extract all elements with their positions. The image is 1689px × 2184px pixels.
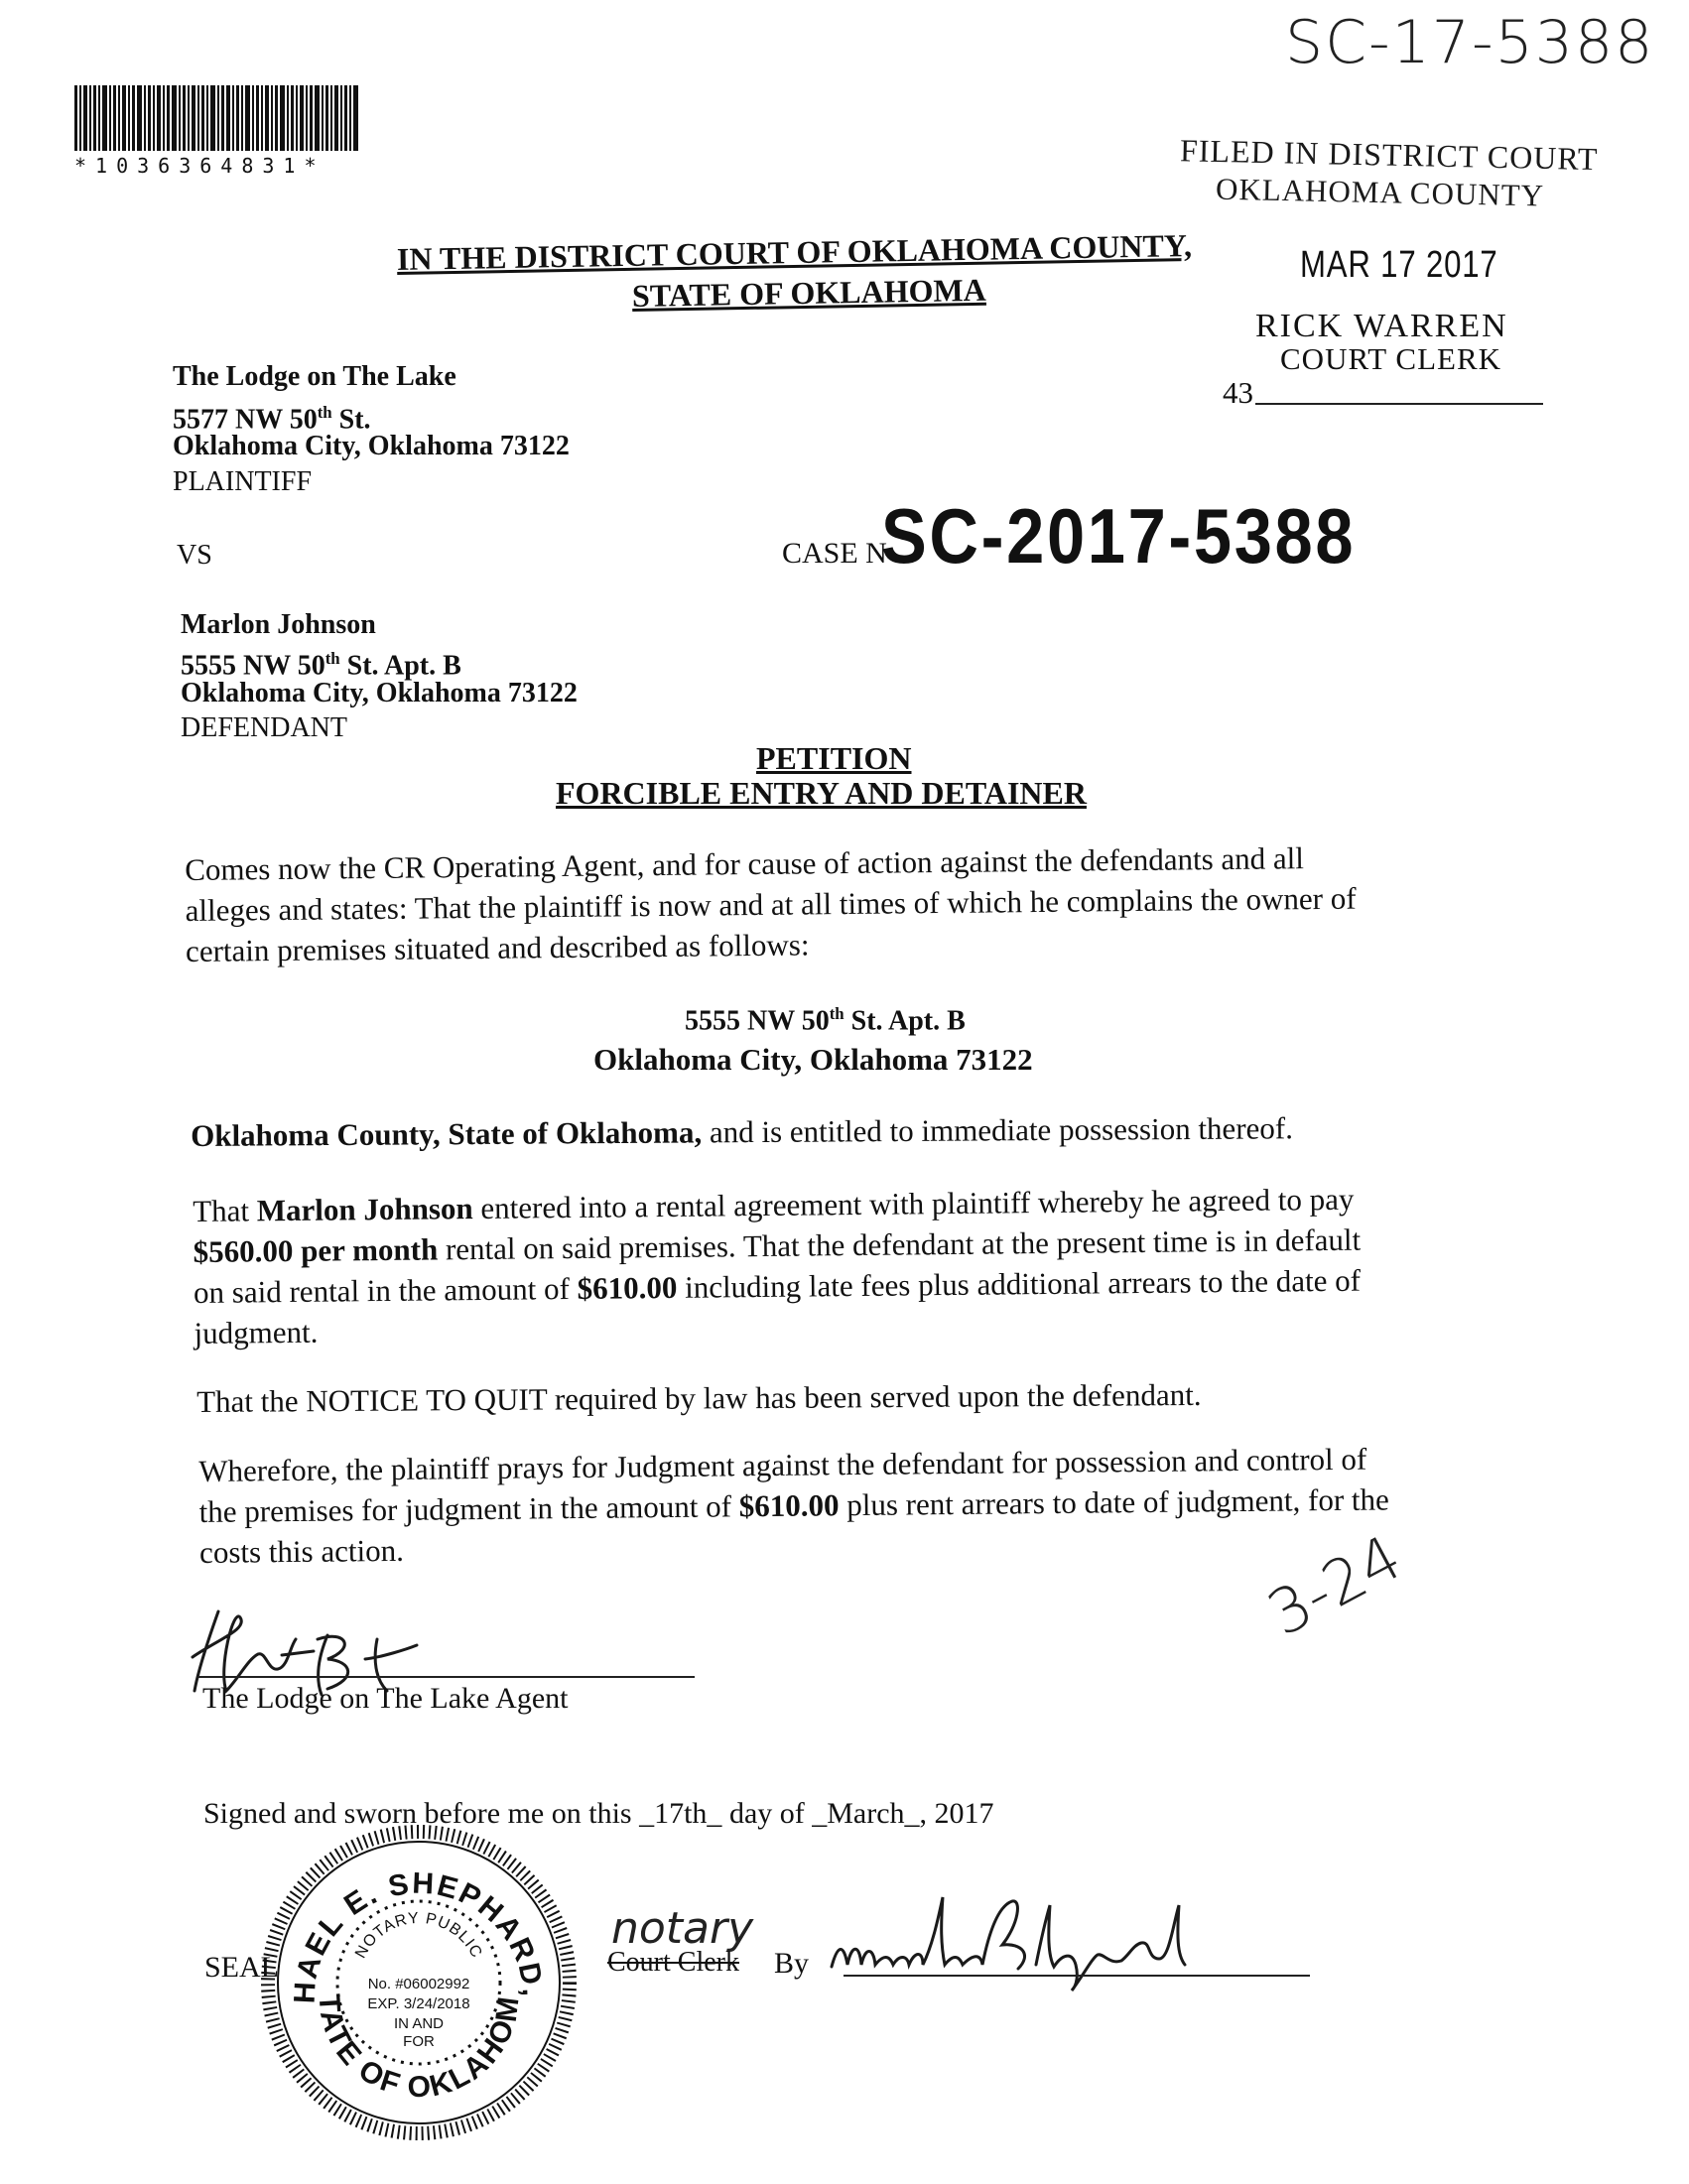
- court-heading-line2: STATE OF OKLAHOMA: [631, 271, 987, 314]
- defendant-city: Oklahoma City, Oklahoma 73122: [181, 678, 578, 708]
- svg-text:NOTARY PUBLIC: NOTARY PUBLIC: [352, 1909, 485, 1962]
- filed-stamp-line2: OKLAHOMA COUNTY: [1215, 171, 1545, 213]
- filed-number: [1223, 375, 1543, 411]
- court-clerk-struck: Court Clerk: [607, 1947, 739, 1978]
- notary-signature: [824, 1885, 1240, 1999]
- notary-signature-scrawl: [824, 1885, 1240, 1994]
- sworn-day: _17th_: [639, 1797, 722, 1830]
- petition-title: PETITION: [756, 740, 912, 776]
- sworn-statement: Signed and sworn before me on this _17th_ day of _March_, 2017: [203, 1797, 994, 1830]
- premises-city: Oklahoma City, Oklahoma 73122: [593, 1042, 1033, 1077]
- by-label: By: [774, 1947, 810, 1980]
- notary-seal: [260, 1824, 578, 2146]
- sworn-month: _March_: [812, 1797, 920, 1830]
- paragraph-1: Comes now the CR Operating Agent, and for cause of action against the defendants and all alleges and states: That the plaintiff is now and at all times of which he complains the owner of certain premises situated and described as follows:: [185, 840, 1357, 968]
- filed-stamp: [1156, 132, 1632, 213]
- filed-stamp-line1: FILED IN DISTRICT COURT: [1179, 132, 1599, 178]
- signature-line: [198, 1676, 695, 1678]
- barcode-number: *1036364831*: [74, 154, 325, 178]
- defendant-name: Marlon Johnson: [181, 609, 376, 640]
- plaintiff-name: The Lodge on The Lake: [173, 361, 456, 392]
- svg-text:MICHAEL E. SHEPHARD, SR.: HAEL E. SHEPHARD,: [288, 1866, 550, 2004]
- petition-subtitle: FORCIBLE ENTRY AND DETAINER: [556, 775, 1087, 811]
- notary-seal-graphic: [260, 1824, 578, 2141]
- plaintiff-city: Oklahoma City, Oklahoma 73122: [173, 431, 570, 461]
- handwritten-date: 3-24: [1255, 1520, 1414, 1650]
- seal-label: SEAL: [204, 1951, 279, 1984]
- paragraph-5: Wherefore, the plaintiff prays for Judgment against the defendant for possession and control of the premises for judgment in the amount of $610.00 plus rent arrears to date of judgment, for the costs this action.: [198, 1441, 1389, 1570]
- paragraph-3: That Marlon Johnson entered into a rental agreement with plaintiff whereby he agreed to pay $560.00 per month rental on said premises. That the defendant at the present time is in default on said rental in the amount of $610.00 including late fees plus additional arrears to the date of judgment.: [193, 1181, 1362, 1350]
- defendant-street: 5555 NW 50th St. Apt. B: [181, 649, 461, 682]
- svg-text:STATE OF OKLAHOMA: TATE OF OKLAHOM: [312, 1992, 526, 2105]
- barcode: [74, 85, 362, 178]
- defendant-role: DEFENDANT: [181, 712, 347, 743]
- filed-number-value: 43: [1223, 375, 1253, 410]
- paragraph-2: Oklahoma County, State of Oklahoma, and is entitled to immediate possession thereof.: [191, 1110, 1294, 1153]
- plaintiff-role: PLAINTIFF: [173, 466, 313, 497]
- handwritten-case-number: SC-17-5388: [1285, 8, 1655, 77]
- filed-number-line: [1255, 403, 1543, 405]
- signature-label: The Lodge on The Lake Agent: [202, 1682, 569, 1715]
- svg-text:No. #06002992: No. #06002992: [367, 1976, 470, 1992]
- case-label: CASE N: [782, 537, 887, 570]
- premises-street: 5555 NW 50th St. Apt. B: [685, 1004, 966, 1037]
- versus: VS: [177, 540, 212, 571]
- clerk-title: COURT CLERK: [1280, 341, 1502, 376]
- svg-text:EXP. 3/24/2018: EXP. 3/24/2018: [367, 1995, 470, 2012]
- svg-text:IN AND: IN AND: [393, 2015, 445, 2032]
- court-heading-line1: IN THE DISTRICT COURT OF OKLAHOMA COUNTY,: [396, 227, 1193, 277]
- case-number-value: SC-2017-5388: [880, 492, 1357, 579]
- clerk-name: RICK WARREN: [1255, 308, 1508, 344]
- svg-text:FOR: FOR: [403, 2033, 435, 2050]
- barcode-bars: [74, 85, 362, 151]
- plaintiff-street: 5577 NW 50th St.: [173, 403, 371, 436]
- filed-date: MAR 17 2017: [1300, 244, 1498, 286]
- notary-signature-line: [844, 1975, 1310, 1977]
- paragraph-4: That the NOTICE TO QUIT required by law has been served upon the defendant.: [196, 1376, 1202, 1419]
- notary-handwritten: notary: [611, 1903, 754, 1954]
- case-number: [782, 491, 1420, 581]
